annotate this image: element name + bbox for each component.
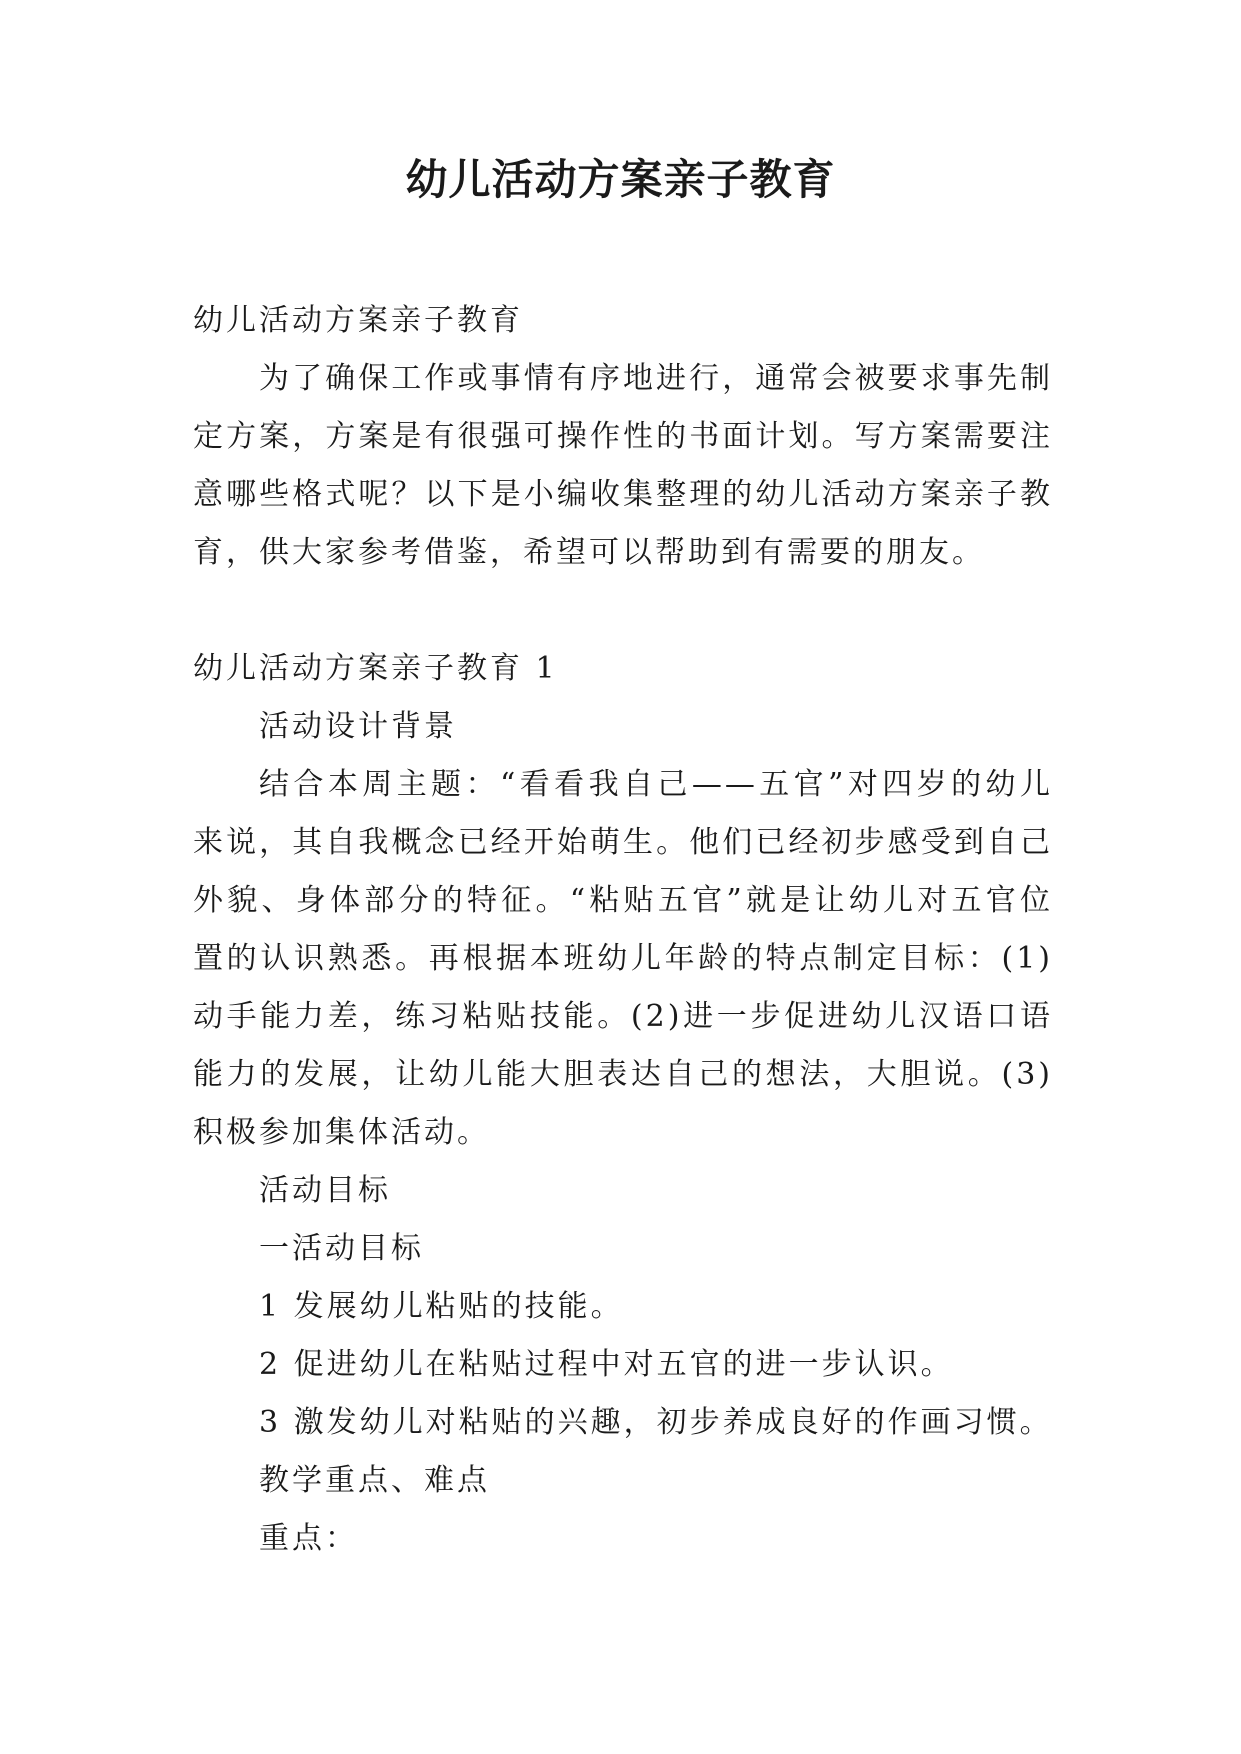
- paragraph: 结合本周主题：“看看我自己——五官”对四岁的幼儿来说，其自我概念已经开始萌生。他们已经初步感受到自己外貌、身体部分的特征。“粘贴五官”就是让幼儿对五官位置的认识熟悉。再根据本班幼儿年龄的特点制定目标：(1)动手能力差，练习粘贴技能。(2)进一步促进幼儿汉语口语能力的发展，让幼儿能大胆表达自己的想法，大胆说。(3)积极参加集体活动。: [193, 767, 1053, 1150]
- paragraph: 活动设计背景: [259, 709, 457, 744]
- paragraph: 教学重点、难点: [259, 1463, 490, 1498]
- paragraph: 一活动目标: [259, 1231, 424, 1266]
- paragraph: 幼儿活动方案亲子教育: [193, 303, 523, 338]
- paragraph: 3 激发幼儿对粘贴的兴趣，初步养成良好的作画习惯。: [259, 1405, 1053, 1440]
- paragraph: 为了确保工作或事情有序地进行，通常会被要求事先制定方案，方案是有很强可操作性的书面计划。写方案需要注意哪些格式呢？以下是小编收集整理的幼儿活动方案亲子教育，供大家参考借鉴，希望可以帮助到有需要的朋友。: [193, 361, 1053, 570]
- paragraph: 幼儿活动方案亲子教育 1: [193, 651, 558, 686]
- paragraph-gap: [193, 582, 1053, 640]
- paragraph: 2 促进幼儿在粘贴过程中对五官的进一步认识。: [259, 1347, 954, 1382]
- paragraph: 重点：: [259, 1521, 358, 1556]
- paragraph: 活动目标: [259, 1173, 391, 1208]
- document-title: 幼儿活动方案亲子教育: [405, 155, 836, 204]
- document-body: [193, 292, 1053, 1568]
- paragraph: 1 发展幼儿粘贴的技能。: [259, 1289, 624, 1324]
